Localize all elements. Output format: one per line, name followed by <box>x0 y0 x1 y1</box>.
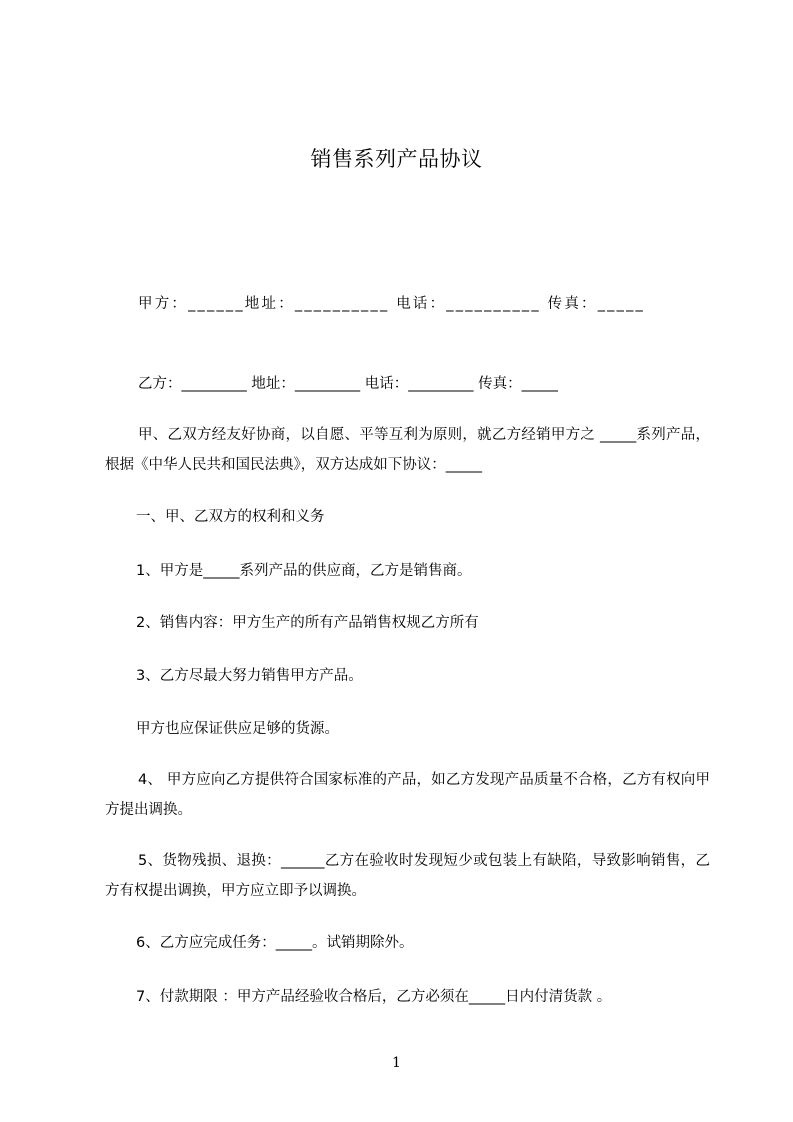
party-a-line: 甲方：______地址：__________ 电话：__________ 传真：_____ <box>138 296 645 312</box>
clause-7: 7、付款期限 ：甲方产品经验收合格后，乙方必须在_____日内付清货款 。 <box>136 989 612 1005</box>
document-title: 销售系列产品协议 <box>310 147 483 171</box>
page-number: 1 <box>392 1055 401 1071</box>
clause-4: 4、 甲方应向乙方提供符合国家标准的产品，如乙方发现产品质量不合格，乙方有权向甲方提出调换。 <box>105 772 710 818</box>
intro-paragraph: 甲、乙双方经友好协商，以自愿、平等互利为原则，就乙方经销甲方之 _____系列产品，根据《中华人民共和国民法典》，双方达成如下协议：_____ <box>105 427 710 473</box>
clause-3-note: 甲方也应保证供应足够的货源。 <box>136 721 339 737</box>
party-b-line: 乙方：_________ 地址：_________ 电话：_________ 传真：_____ <box>138 376 558 392</box>
clause-1: 1、甲方是_____系列产品的供应商，乙方是销售商。 <box>136 563 472 579</box>
section-1-heading: 一、甲、乙双方的权利和义务 <box>136 509 325 525</box>
clause-3: 3、乙方尽最大努力销售甲方产品。 <box>136 668 363 684</box>
clause-2: 2、销售内容：甲方生产的所有产品销售权规乙方所有 <box>136 615 479 631</box>
clause-6: 6、乙方应完成任务：_____。试销期除外。 <box>136 935 414 951</box>
clause-5: 5、货物残损、退换：______乙方在验收时发现短少或包装上有缺陷，导致影响销售，乙方有权提出调换，甲方应立即予以调换。 <box>105 853 710 899</box>
